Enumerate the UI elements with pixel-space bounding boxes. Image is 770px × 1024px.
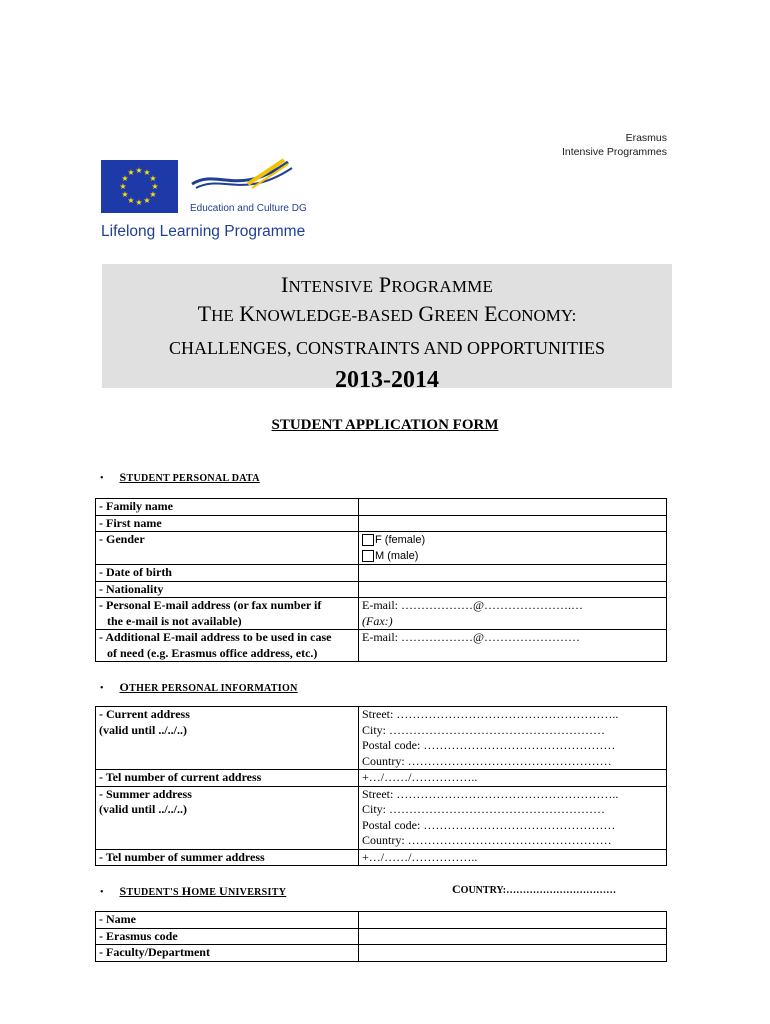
personal-data-table bbox=[95, 498, 667, 662]
svg-text:★: ★ bbox=[151, 182, 159, 191]
llp-label: Lifelong Learning Programme bbox=[101, 223, 306, 240]
tel-summer-field[interactable]: +…/……/…………….. bbox=[359, 849, 667, 866]
svg-text:★: ★ bbox=[119, 182, 127, 191]
tel-current-field[interactable]: +…/……/…………….. bbox=[359, 770, 667, 787]
university-name-field[interactable] bbox=[359, 912, 667, 929]
nationality-label: - Nationality bbox=[96, 581, 359, 598]
additional-email-field[interactable]: E-mail: ………………@…………………… bbox=[359, 630, 667, 662]
erasmus-code-label: - Erasmus code bbox=[96, 928, 359, 945]
gender-female-label: F (female) bbox=[375, 534, 426, 546]
gender-male-label: M (male) bbox=[375, 549, 419, 562]
summer-address-field[interactable]: Street: ……………………………………………….. City: ……………………………………………… Postal code: ………………………………………… Country: …………………………………………… bbox=[359, 786, 667, 849]
svg-text:★: ★ bbox=[127, 168, 135, 177]
header-programme bbox=[562, 131, 667, 159]
dob-field[interactable] bbox=[359, 565, 667, 582]
table-row bbox=[96, 707, 667, 770]
gender-options bbox=[359, 532, 667, 565]
faculty-label: - Faculty/Department bbox=[96, 945, 359, 962]
education-culture-swoosh-logo bbox=[188, 158, 298, 202]
gender-male-checkbox[interactable] bbox=[362, 550, 374, 562]
dob-label: - Date of birth bbox=[96, 565, 359, 582]
section-home-university: • STUDENT'S HOME UNIVERSITY bbox=[100, 884, 287, 898]
other-info-table bbox=[95, 706, 667, 866]
ec-label: Education and Culture DG bbox=[190, 203, 307, 214]
svg-text:★: ★ bbox=[121, 174, 129, 183]
table-row bbox=[96, 912, 667, 929]
svg-text:★: ★ bbox=[149, 174, 157, 183]
erasmus-code-field[interactable] bbox=[359, 928, 667, 945]
first-name-field[interactable] bbox=[359, 515, 667, 532]
table-row bbox=[96, 630, 667, 662]
gender-label: - Gender bbox=[96, 532, 359, 565]
university-name-label: - Name bbox=[96, 912, 359, 929]
first-name-label: - First name bbox=[96, 515, 359, 532]
gender-female-checkbox[interactable] bbox=[362, 534, 374, 546]
current-address-label: - Current address (valid until ../../..) bbox=[96, 707, 359, 770]
summer-address-label: - Summer address (valid until ../../..) bbox=[96, 786, 359, 849]
svg-text:★: ★ bbox=[143, 196, 151, 205]
table-row bbox=[96, 515, 667, 532]
table-row bbox=[96, 928, 667, 945]
table-row bbox=[96, 565, 667, 582]
nationality-field[interactable] bbox=[359, 581, 667, 598]
university-table bbox=[95, 911, 667, 962]
title-line3: CHALLENGES, CONSTRAINTS AND OPPORTUNITIES bbox=[169, 338, 605, 358]
header-line2: Intensive Programmes bbox=[561, 146, 667, 158]
section-other-personal-information: • OTHER PERSONAL INFORMATION bbox=[100, 680, 298, 694]
table-row bbox=[96, 849, 667, 866]
title-year: 2013-2014 bbox=[335, 367, 439, 393]
personal-email-field[interactable]: E-mail: ………………@………………….… (Fax:) bbox=[359, 598, 667, 630]
svg-text:★: ★ bbox=[127, 196, 135, 205]
title-box bbox=[102, 264, 672, 393]
svg-text:★: ★ bbox=[121, 190, 129, 199]
table-row bbox=[96, 532, 667, 565]
personal-email-label: - Personal E-mail address (or fax number if the e-mail is not available) bbox=[96, 598, 359, 630]
faculty-field[interactable] bbox=[359, 945, 667, 962]
table-row bbox=[96, 499, 667, 516]
home-country-field[interactable]: COUNTRY:…………………………… bbox=[452, 882, 617, 896]
header-line1: Erasmus bbox=[625, 132, 667, 144]
tel-summer-label: - Tel number of summer address bbox=[96, 849, 359, 866]
svg-text:★: ★ bbox=[135, 198, 143, 207]
svg-text:★: ★ bbox=[135, 166, 143, 175]
additional-email-label: - Additional E-mail address to be used in case of need (e.g. Erasmus office address, etc.) bbox=[96, 630, 359, 662]
table-row bbox=[96, 598, 667, 630]
family-name-field[interactable] bbox=[359, 499, 667, 516]
table-row bbox=[96, 786, 667, 849]
table-row bbox=[96, 945, 667, 962]
title-line1: INTENSIVE PROGRAMME bbox=[280, 272, 494, 297]
tel-current-label: - Tel number of current address bbox=[96, 770, 359, 787]
svg-text:★: ★ bbox=[149, 190, 157, 199]
family-name-label: - Family name bbox=[96, 499, 359, 516]
section-student-personal-data: • STUDENT PERSONAL DATA bbox=[100, 470, 260, 484]
table-row bbox=[96, 581, 667, 598]
table-row bbox=[96, 770, 667, 787]
form-title: STUDENT APPLICATION FORM bbox=[271, 417, 499, 433]
svg-text:★: ★ bbox=[143, 168, 151, 177]
eu-flag-logo bbox=[101, 160, 178, 213]
title-line2: THE KNOWLEDGE-BASED GREEN ECONOMY: bbox=[197, 301, 577, 326]
current-address-field[interactable]: Street: ……………………………………………….. City: ……………………………………………… Postal code: ………………………………………… Country: …………………………………………… bbox=[359, 707, 667, 770]
